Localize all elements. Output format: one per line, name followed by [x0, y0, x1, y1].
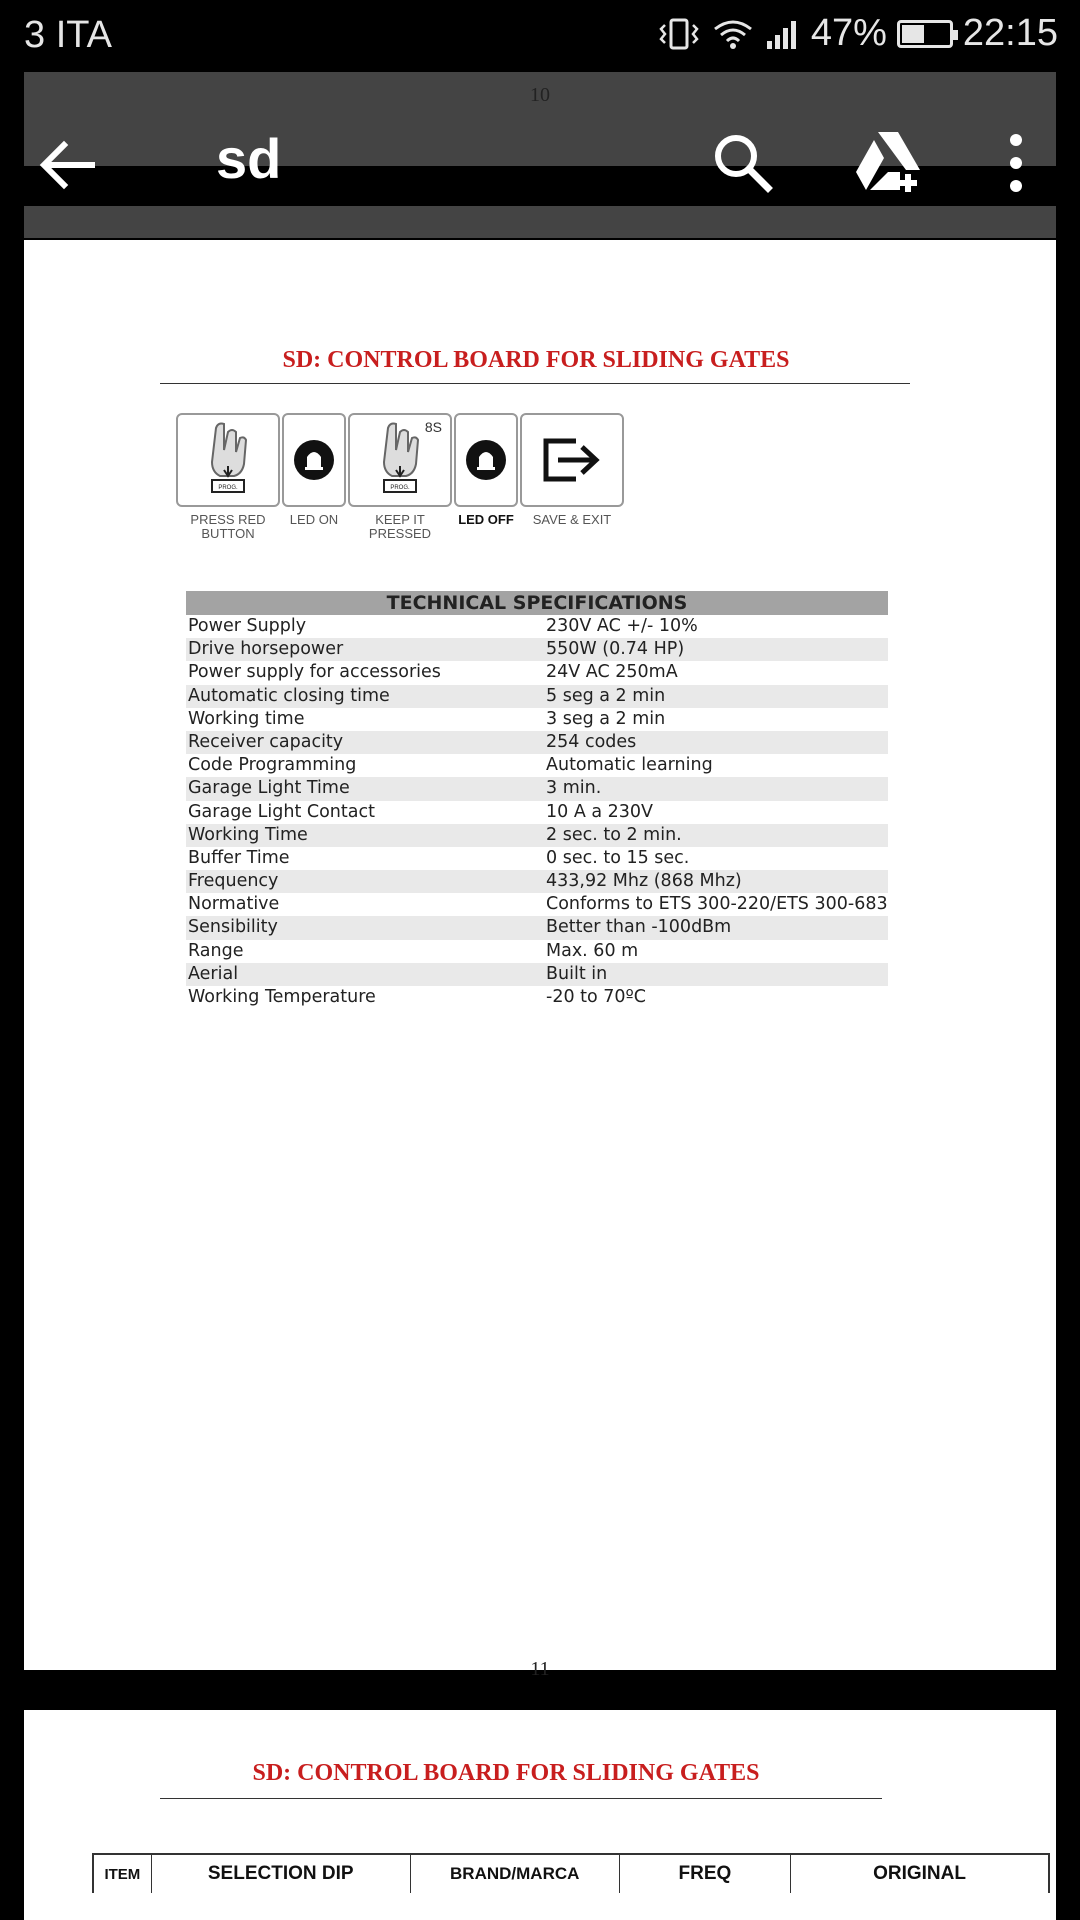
spec-value: 24V AC 250mA — [546, 662, 678, 683]
spec-row — [186, 963, 888, 986]
led-off-icon — [463, 437, 509, 483]
signal-icon — [765, 17, 801, 51]
spec-row — [186, 893, 888, 916]
next-document-page — [24, 1710, 1056, 1920]
spec-label: Receiver capacity — [188, 731, 344, 752]
spec-label: Sensibility — [188, 917, 278, 938]
spec-value: 0 sec. to 15 sec. — [546, 847, 690, 868]
previous-page-number: 10 — [530, 84, 550, 106]
search-icon[interactable] — [708, 128, 778, 198]
heading-rule — [160, 1798, 882, 1799]
spec-value: Automatic learning — [546, 755, 713, 776]
spec-table — [186, 591, 888, 1009]
spec-value: 2 sec. to 2 min. — [546, 824, 682, 845]
spec-label: Power Supply — [188, 616, 307, 636]
spec-value: 3 min. — [546, 778, 602, 799]
spec-value: Conforms to ETS 300-220/ETS 300-683 — [546, 894, 888, 915]
spec-label: Aerial — [188, 963, 239, 984]
spec-label: Frequency — [188, 871, 279, 892]
step-label: SAVE & EXIT — [532, 512, 612, 527]
clock: 22:15 — [962, 12, 1058, 54]
step-label: LED OFF — [458, 512, 514, 527]
step-keep-pressed — [348, 413, 452, 541]
table-header-cell: ORIGINAL — [873, 1863, 966, 1884]
spec-row — [186, 615, 888, 638]
spec-value: 5 seg a 2 min — [546, 685, 666, 706]
spec-label: Working Time — [188, 824, 308, 845]
spec-label: Working Temperature — [188, 987, 376, 1007]
spec-row — [186, 661, 888, 684]
carrier-name: 3 ITA — [24, 14, 112, 56]
hand-press-icon — [370, 420, 430, 500]
spec-table-title: TECHNICAL SPECIFICATIONS — [186, 591, 888, 615]
seconds-badge: 8S — [424, 419, 442, 435]
spec-value: Built in — [546, 963, 608, 984]
vibrate-icon — [657, 17, 701, 51]
spec-row — [186, 847, 888, 870]
status-bar — [0, 0, 1080, 72]
step-label: KEEP IT PRESSED — [368, 512, 432, 541]
step-led-on — [282, 413, 346, 541]
spec-row — [186, 870, 888, 893]
page-heading: SD: CONTROL BOARD FOR SLIDING GATES — [252, 1760, 760, 1786]
page-heading: SD: CONTROL BOARD FOR SLIDING GATES — [282, 347, 790, 373]
heading-rule — [160, 383, 910, 384]
status-icons — [657, 12, 1058, 55]
drive-add-icon[interactable] — [850, 126, 928, 196]
spec-value: 230V AC +/- 10% — [546, 616, 698, 636]
spec-label: Code Programming — [188, 755, 357, 776]
spec-label: Range — [188, 940, 244, 961]
spec-row — [186, 916, 888, 939]
step-led-off — [454, 413, 518, 541]
battery-percent: 47% — [810, 12, 887, 54]
spec-label: Normative — [188, 894, 280, 915]
spec-value: -20 to 70ºC — [546, 987, 647, 1007]
page-number: 11 — [530, 1658, 550, 1680]
dip-table-header — [92, 1853, 1050, 1893]
table-header-cell: FREQ — [620, 1855, 791, 1893]
spec-value: Max. 60 m — [546, 940, 639, 961]
spec-label: Buffer Time — [188, 847, 290, 868]
svg-text:PROG.: PROG. — [390, 485, 410, 491]
spec-row — [186, 685, 888, 708]
spec-row — [186, 801, 888, 824]
spec-row — [186, 940, 888, 963]
wifi-icon — [711, 17, 755, 51]
table-header-cell: SELECTION DIP — [152, 1855, 411, 1893]
spec-label: Power supply for accessories — [188, 662, 441, 683]
spec-row — [186, 754, 888, 777]
back-arrow-icon[interactable] — [32, 130, 102, 200]
spec-row — [186, 986, 888, 1009]
document-viewer[interactable] — [0, 72, 1080, 1920]
spec-label: Drive horsepower — [188, 639, 344, 660]
spec-value: 254 codes — [546, 731, 637, 752]
battery-icon — [897, 20, 953, 48]
spec-value: 10 A a 230V — [546, 801, 654, 822]
spec-label: Garage Light Time — [188, 778, 350, 799]
spec-value: 550W (0.74 HP) — [546, 639, 685, 660]
spec-row — [186, 638, 888, 661]
svg-text:PROG.: PROG. — [218, 485, 238, 491]
led-on-icon — [291, 437, 337, 483]
programming-steps — [176, 413, 626, 541]
step-save-exit — [520, 413, 624, 541]
more-vert-icon[interactable] — [996, 128, 1036, 198]
spec-value: Better than -100dBm — [546, 917, 732, 938]
table-header-cell: ITEM — [94, 1855, 152, 1893]
step-label: LED ON — [289, 512, 339, 527]
document-title: sd — [216, 127, 282, 190]
table-header-cell: BRAND/MARCA — [411, 1855, 620, 1893]
spec-label: Garage Light Contact — [188, 801, 375, 822]
exit-icon — [540, 435, 604, 485]
hand-press-icon — [198, 420, 258, 500]
step-label: PRESS RED BUTTON — [190, 512, 266, 541]
spec-row — [186, 824, 888, 847]
spec-value: 433,92 Mhz (868 Mhz) — [546, 871, 742, 892]
spec-row — [186, 708, 888, 731]
spec-row — [186, 731, 888, 754]
spec-value: 3 seg a 2 min — [546, 708, 666, 729]
document-page — [24, 240, 1056, 1680]
spec-row — [186, 777, 888, 800]
spec-label: Working time — [188, 708, 305, 729]
step-press-button — [176, 413, 280, 541]
spec-label: Automatic closing time — [188, 685, 390, 706]
